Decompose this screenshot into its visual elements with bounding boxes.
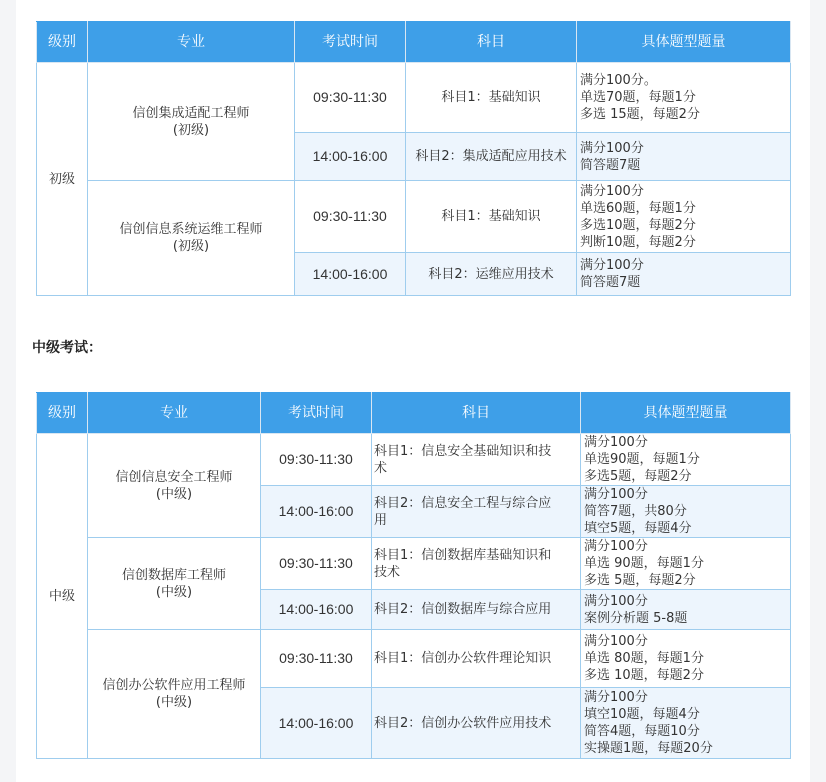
detail-line: 单选 90题，每题1分 <box>584 556 704 571</box>
level-cell: 初级 <box>37 63 88 296</box>
major-grade: (中级) <box>155 584 193 600</box>
subject-cell <box>372 434 581 486</box>
subject-cell: 科目1：基础知识 <box>406 181 577 253</box>
detail-line: 满分100分 <box>584 690 648 705</box>
major-cell <box>88 181 295 296</box>
detail-line: 多选10题，每题2分 <box>580 217 696 233</box>
subject-cell <box>372 630 581 688</box>
detail-line: 案例分析题 5-8题 <box>584 610 688 626</box>
details-cell <box>577 63 791 133</box>
subject-cell: 科目2：运维应用技术 <box>406 253 577 296</box>
detail-line: 多选5题，每题2分 <box>584 469 692 484</box>
details-cell <box>581 590 791 630</box>
major-name: 信创办公软件应用工程师 <box>102 678 246 693</box>
intermediate-exam-heading: 中级考试： <box>32 340 102 356</box>
col-header-details: 具体题型题量 <box>577 22 791 63</box>
detail-line: 简答题7题 <box>580 157 641 173</box>
detail-line: 简答7题，共80分 <box>584 504 687 519</box>
detail-line: 多选 5题，每题2分 <box>584 573 696 588</box>
detail-line: 简答4题，每题10分 <box>584 724 700 739</box>
detail-line: 填空5题，每题4分 <box>584 521 692 536</box>
subject-cell: 科目2：集成适配应用技术 <box>406 133 577 181</box>
time-cell: 14:00-16:00 <box>261 590 372 630</box>
subject-cell <box>372 486 581 538</box>
subject-cell <box>372 590 581 630</box>
time-cell: 14:00-16:00 <box>295 253 406 296</box>
table-row <box>37 434 791 486</box>
table-row <box>37 63 791 133</box>
col-header-major: 专业 <box>88 393 261 434</box>
subject-line: 技术 <box>374 564 401 580</box>
subject-line: 科目1：信创办公软件理论知识 <box>374 651 552 666</box>
subject-line: 科目1：信息安全基础知识和技 <box>374 443 552 459</box>
col-header-details: 具体题型题量 <box>581 393 791 434</box>
detail-line: 简答题7题 <box>580 275 641 290</box>
time-cell: 09:30-11:30 <box>295 63 406 133</box>
detail-line: 满分100分 <box>584 539 648 554</box>
major-cell <box>88 434 261 538</box>
details-cell <box>577 181 791 253</box>
level-cell: 中级 <box>37 434 88 759</box>
details-cell <box>581 538 791 590</box>
time-cell: 09:30-11:30 <box>295 181 406 253</box>
detail-line: 满分100分 <box>584 435 648 450</box>
subject-cell <box>372 688 581 759</box>
col-header-level: 级别 <box>37 393 88 434</box>
time-cell: 09:30-11:30 <box>261 434 372 486</box>
time-cell: 09:30-11:30 <box>261 630 372 688</box>
col-header-time: 考试时间 <box>295 22 406 63</box>
subject-cell: 科目1：基础知识 <box>406 63 577 133</box>
major-name: 信创信息安全工程师 <box>115 469 233 485</box>
details-cell <box>577 133 791 181</box>
subject-line: 用 <box>374 512 388 528</box>
detail-line: 单选90题，每题1分 <box>584 452 700 467</box>
col-header-level: 级别 <box>37 22 88 63</box>
detail-line: 满分100分 <box>580 140 644 156</box>
major-cell <box>88 538 261 630</box>
major-cell <box>88 630 261 759</box>
detail-line: 多选 15题，每题2分 <box>580 107 700 122</box>
detail-line: 满分100分 <box>580 258 644 273</box>
major-grade: (初级) <box>172 122 210 138</box>
intermediate-exam-table <box>36 392 791 759</box>
table-row <box>37 630 791 688</box>
details-cell <box>581 630 791 688</box>
details-cell <box>581 688 791 759</box>
detail-line: 满分100分。 <box>580 73 657 88</box>
detail-line: 单选60题，每题1分 <box>580 200 696 216</box>
major-name: 信创数据库工程师 <box>121 567 226 583</box>
col-header-time: 考试时间 <box>261 393 372 434</box>
subject-line: 术 <box>374 460 388 476</box>
subject-cell <box>372 538 581 590</box>
subject-line: 科目2：信息安全工程与综合应 <box>374 495 552 511</box>
table-header-row <box>37 22 791 63</box>
detail-line: 满分100分 <box>584 593 648 609</box>
time-cell: 09:30-11:30 <box>261 538 372 590</box>
document-card <box>16 0 810 782</box>
detail-line: 实操题1题，每题20分 <box>584 741 713 756</box>
detail-line: 满分100分 <box>584 487 648 502</box>
subject-line: 科目2：信创数据库与综合应用 <box>374 602 552 617</box>
major-grade: (中级) <box>155 486 193 502</box>
table-row <box>37 538 791 590</box>
primary-exam-table <box>36 21 791 296</box>
table-header-row <box>37 393 791 434</box>
major-cell <box>88 63 295 181</box>
major-name: 信创集成适配工程师 <box>132 105 250 121</box>
detail-line: 满分100分 <box>584 634 648 649</box>
subject-line: 科目2：信创办公软件应用技术 <box>374 715 552 731</box>
details-cell <box>581 434 791 486</box>
col-header-subject: 科目 <box>406 22 577 63</box>
detail-line: 判断10题，每题2分 <box>580 234 696 250</box>
time-cell: 14:00-16:00 <box>261 688 372 759</box>
details-cell <box>577 253 791 296</box>
time-cell: 14:00-16:00 <box>261 486 372 538</box>
major-grade: (初级) <box>172 239 210 254</box>
col-header-subject: 科目 <box>372 393 581 434</box>
subject-line: 科目1：信创数据库基础知识和 <box>374 547 552 563</box>
table-row <box>37 181 791 253</box>
detail-line: 填空10题，每题4分 <box>584 707 700 722</box>
detail-line: 单选70题，每题1分 <box>580 90 696 105</box>
major-grade: (中级) <box>155 695 193 710</box>
col-header-major: 专业 <box>88 22 295 63</box>
detail-line: 满分100分 <box>580 183 644 199</box>
details-cell <box>581 486 791 538</box>
detail-line: 多选 10题，每题2分 <box>584 668 704 683</box>
time-cell: 14:00-16:00 <box>295 133 406 181</box>
major-name: 信创信息系统运维工程师 <box>119 222 263 237</box>
detail-line: 单选 80题，每题1分 <box>584 651 704 666</box>
